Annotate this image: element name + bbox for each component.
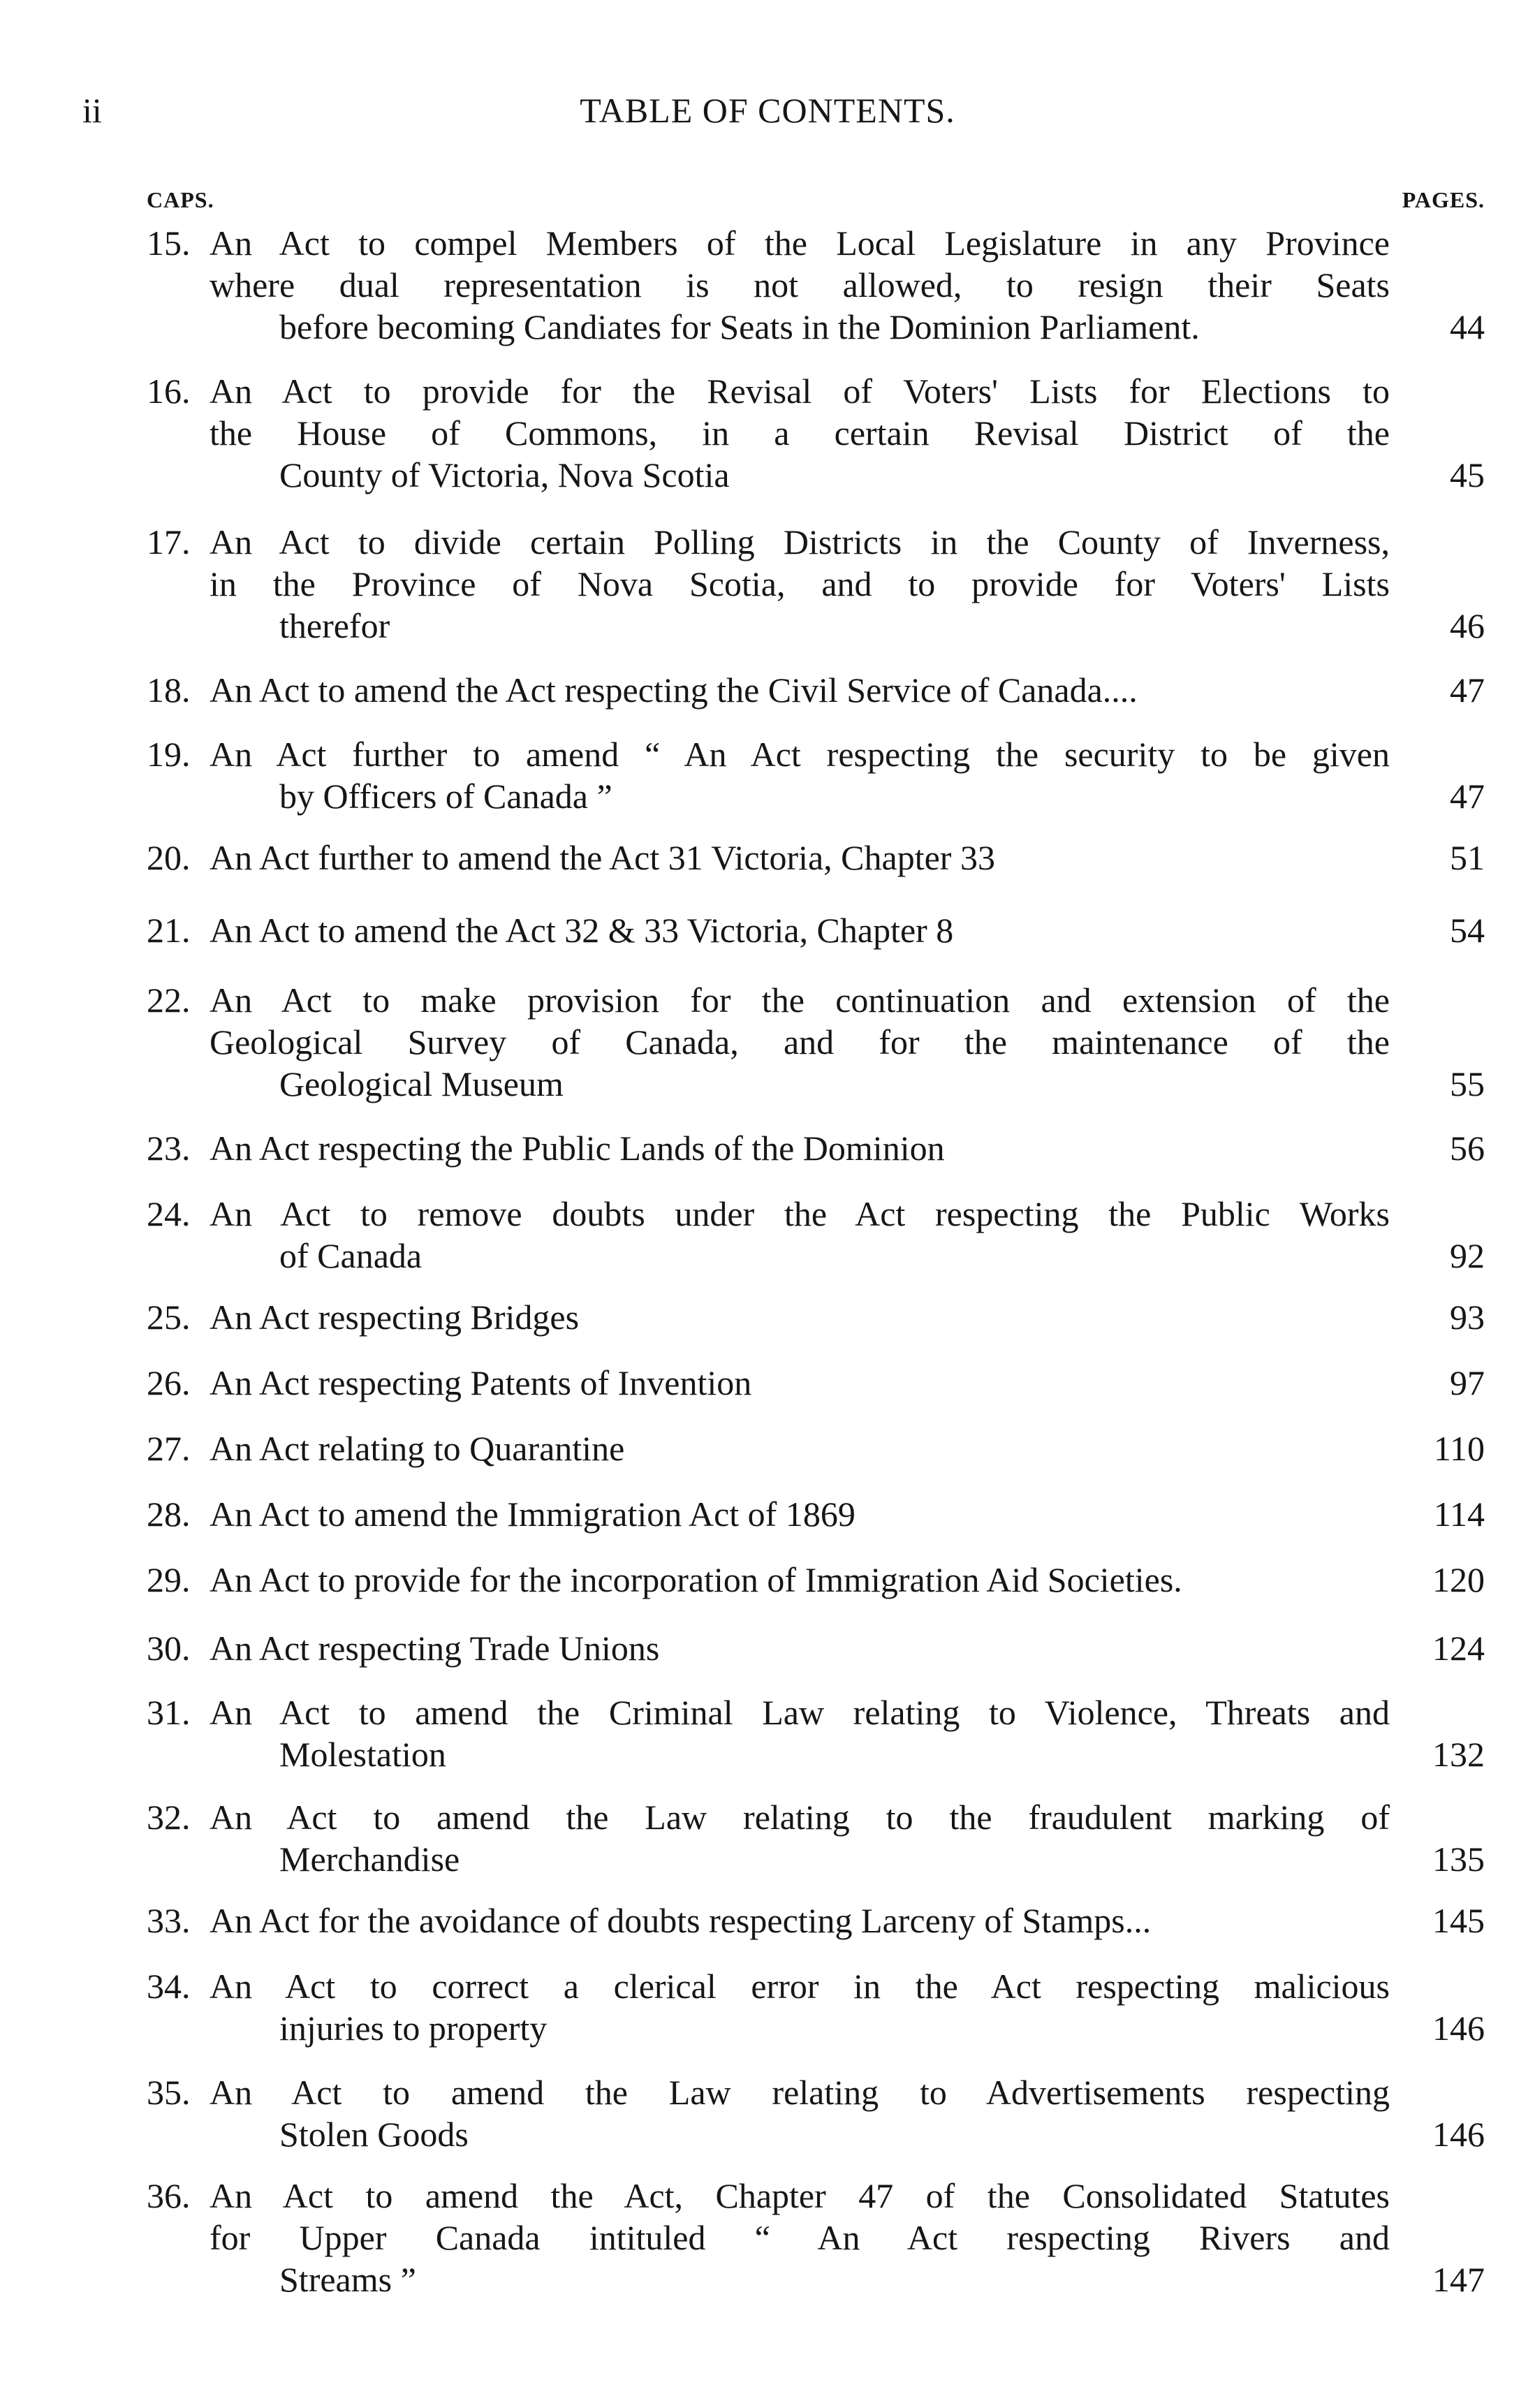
toc-entry (0, 2071, 1535, 2155)
act-title (210, 909, 1390, 951)
act-title (210, 1691, 1390, 1775)
act-title-line: An Act respecting the Public Lands of the Dominion (210, 1129, 945, 1168)
act-title-line: An Act relating to Quarantine (210, 1429, 625, 1468)
page-reference: 147 (1432, 2260, 1485, 2299)
act-title (210, 1796, 1390, 1880)
act-title (210, 1900, 1390, 1941)
act-title-line: An Act to amend the Law relating to the fraudulent marking of (210, 1798, 1390, 1837)
act-title-line: by Officers of Canada ” (279, 777, 612, 816)
act-title-line: Streams ” (279, 2260, 416, 2299)
page-reference: 92 (1450, 1236, 1485, 1275)
toc-entry (0, 1965, 1535, 2049)
act-title-line: An Act to amend the Act, Chapter 47 of the Consolidated Statutes (210, 2176, 1390, 2215)
page-reference: 132 (1432, 1735, 1485, 1774)
act-title-line: in the Province of Nova Scotia, and to provide for Voters' Lists (210, 564, 1390, 603)
toc-entry (0, 2175, 1535, 2300)
act-title (210, 1965, 1390, 2049)
chapter-number: 25. (147, 1298, 191, 1337)
toc-entry (0, 669, 1535, 711)
chapter-number: 28. (147, 1495, 191, 1534)
act-title-line: An Act to compel Members of the Local Legislature in any Province (210, 223, 1390, 263)
act-title-line: An Act respecting Bridges (210, 1298, 580, 1337)
chapter-number: 27. (147, 1429, 191, 1468)
page-reference: 145 (1432, 1901, 1485, 1940)
toc-entry (0, 979, 1535, 1105)
toc-entry (0, 1627, 1535, 1669)
chapter-number: 31. (147, 1693, 191, 1732)
act-title (210, 1427, 1390, 1469)
toc-entry (0, 521, 1535, 647)
act-title-line: An Act to correct a clerical error in the Act respecting malicious (210, 1967, 1390, 2006)
page-reference: 146 (1432, 2115, 1485, 2154)
chapter-number: 30. (147, 1629, 191, 1668)
chapter-number: 33. (147, 1901, 191, 1940)
chapter-number: 23. (147, 1129, 191, 1168)
toc-entry (0, 1362, 1535, 1404)
act-title-line: Geological Survey of Canada, and for the maintenance of the (210, 1022, 1390, 1062)
page-number: ii (82, 91, 102, 130)
page-reference: 97 (1450, 1363, 1485, 1402)
page-reference: 47 (1450, 777, 1485, 816)
toc-entry (0, 1559, 1535, 1601)
chapter-number: 20. (147, 838, 191, 877)
act-title-line: Stolen Goods (279, 2115, 469, 2154)
act-title-line: An Act respecting Trade Unions (210, 1629, 660, 1668)
page-reference: 135 (1432, 1840, 1485, 1879)
act-title-line: An Act further to amend the Act 31 Victoria, Chapter 33 (210, 838, 995, 877)
toc-entry (0, 222, 1535, 348)
chapter-number: 35. (147, 2073, 191, 2112)
toc-entry (0, 837, 1535, 879)
running-head: TABLE OF CONTENTS. (580, 91, 955, 130)
act-title (210, 837, 1390, 879)
chapter-number: 16. (147, 372, 191, 411)
act-title (210, 1127, 1390, 1169)
act-title-line: County of Victoria, Nova Scotia (279, 455, 730, 494)
act-title (210, 1362, 1390, 1404)
toc-entry (0, 1127, 1535, 1169)
pages-column-header: PAGES. (1402, 187, 1485, 212)
act-title-line: An Act to amend the Immigration Act of 1869 (210, 1495, 855, 1534)
act-title-line: before becoming Candiates for Seats in the Dominion Parliament. (279, 307, 1200, 346)
chapter-number: 26. (147, 1363, 191, 1402)
act-title-line: An Act to provide for the incorporation of Immigration Aid Societies. (210, 1560, 1182, 1599)
act-title-line: An Act to make provision for the continuation and extension of the (210, 981, 1390, 1020)
act-title-line: An Act to amend the Criminal Law relating to Violence, Threats and (210, 1693, 1390, 1732)
page-reference: 110 (1433, 1429, 1485, 1468)
chapter-number: 17. (147, 522, 191, 561)
page-reference: 93 (1450, 1298, 1485, 1337)
act-title (210, 1296, 1390, 1338)
act-title-line: An Act to amend the Act respecting the Civil Service of Canada.... (210, 670, 1138, 710)
toc-entry (0, 1691, 1535, 1775)
page-reference: 45 (1450, 455, 1485, 494)
toc-entry (0, 370, 1535, 496)
act-title-line: Geological Museum (279, 1064, 564, 1103)
chapter-number: 22. (147, 981, 191, 1020)
act-title-line: An Act further to amend “ An Act respecting the security to be given (210, 735, 1390, 774)
toc-entry (0, 909, 1535, 951)
page-reference: 56 (1450, 1129, 1485, 1168)
chapter-number: 34. (147, 1967, 191, 2006)
act-title (210, 1193, 1390, 1277)
act-title (210, 669, 1390, 711)
toc-entry (0, 1900, 1535, 1941)
page-reference: 146 (1432, 2009, 1485, 2048)
chapter-number: 32. (147, 1798, 191, 1837)
act-title-line: where dual representation is not allowed, to resign their Seats (210, 265, 1390, 304)
act-title (210, 2071, 1390, 2155)
act-title-line: An Act to amend the Act 32 & 33 Victoria, Chapter 8 (210, 911, 954, 950)
act-title-line: Merchandise (279, 1840, 460, 1879)
act-title (210, 370, 1390, 496)
act-title-line: An Act to provide for the Revisal of Voters' Lists for Elections to (210, 372, 1390, 411)
page-reference: 124 (1432, 1629, 1485, 1668)
act-title (210, 979, 1390, 1105)
page-reference: 55 (1450, 1064, 1485, 1103)
act-title (210, 1559, 1390, 1601)
toc-entry (0, 1796, 1535, 1880)
act-title (210, 1493, 1390, 1535)
act-title-line: An Act for the avoidance of doubts respecting Larceny of Stamps... (210, 1901, 1152, 1940)
caps-column-header: CAPS. (147, 187, 214, 212)
chapter-number: 29. (147, 1560, 191, 1599)
chapter-number: 15. (147, 223, 191, 263)
act-title (210, 2175, 1390, 2300)
act-title-line: for Upper Canada intituled “ An Act respecting Rivers and (210, 2218, 1390, 2257)
act-title-line: An Act to divide certain Polling Districts in the County of Inverness, (210, 522, 1390, 561)
act-title (210, 521, 1390, 647)
act-title-line: An Act to amend the Law relating to Advertisements respecting (210, 2073, 1390, 2112)
page-reference: 46 (1450, 606, 1485, 645)
page-reference: 114 (1433, 1495, 1485, 1534)
toc-entry (0, 1193, 1535, 1277)
act-title-line: Molestation (279, 1735, 446, 1774)
chapter-number: 18. (147, 670, 191, 710)
act-title (210, 1627, 1390, 1669)
toc-entry (0, 733, 1535, 817)
act-title (210, 222, 1390, 348)
act-title-line: injuries to property (279, 2009, 548, 2048)
chapter-number: 24. (147, 1194, 191, 1233)
page-reference: 54 (1450, 911, 1485, 950)
act-title-line: the House of Commons, in a certain Revisal District of the (210, 413, 1390, 453)
chapter-number: 21. (147, 911, 191, 950)
toc-entry (0, 1427, 1535, 1469)
page-reference: 47 (1450, 670, 1485, 710)
act-title-line: An Act respecting Patents of Invention (210, 1363, 752, 1402)
toc-entry (0, 1296, 1535, 1338)
chapter-number: 19. (147, 735, 191, 774)
page-reference: 44 (1450, 307, 1485, 346)
act-title-line: therefor (279, 606, 390, 645)
act-title-line: of Canada (279, 1236, 423, 1275)
chapter-number: 36. (147, 2176, 191, 2215)
page-reference: 120 (1432, 1560, 1485, 1599)
act-title-line: An Act to remove doubts under the Act respecting the Public Works (210, 1194, 1390, 1233)
act-title (210, 733, 1390, 817)
toc-entry (0, 1493, 1535, 1535)
page-reference: 51 (1450, 838, 1485, 877)
